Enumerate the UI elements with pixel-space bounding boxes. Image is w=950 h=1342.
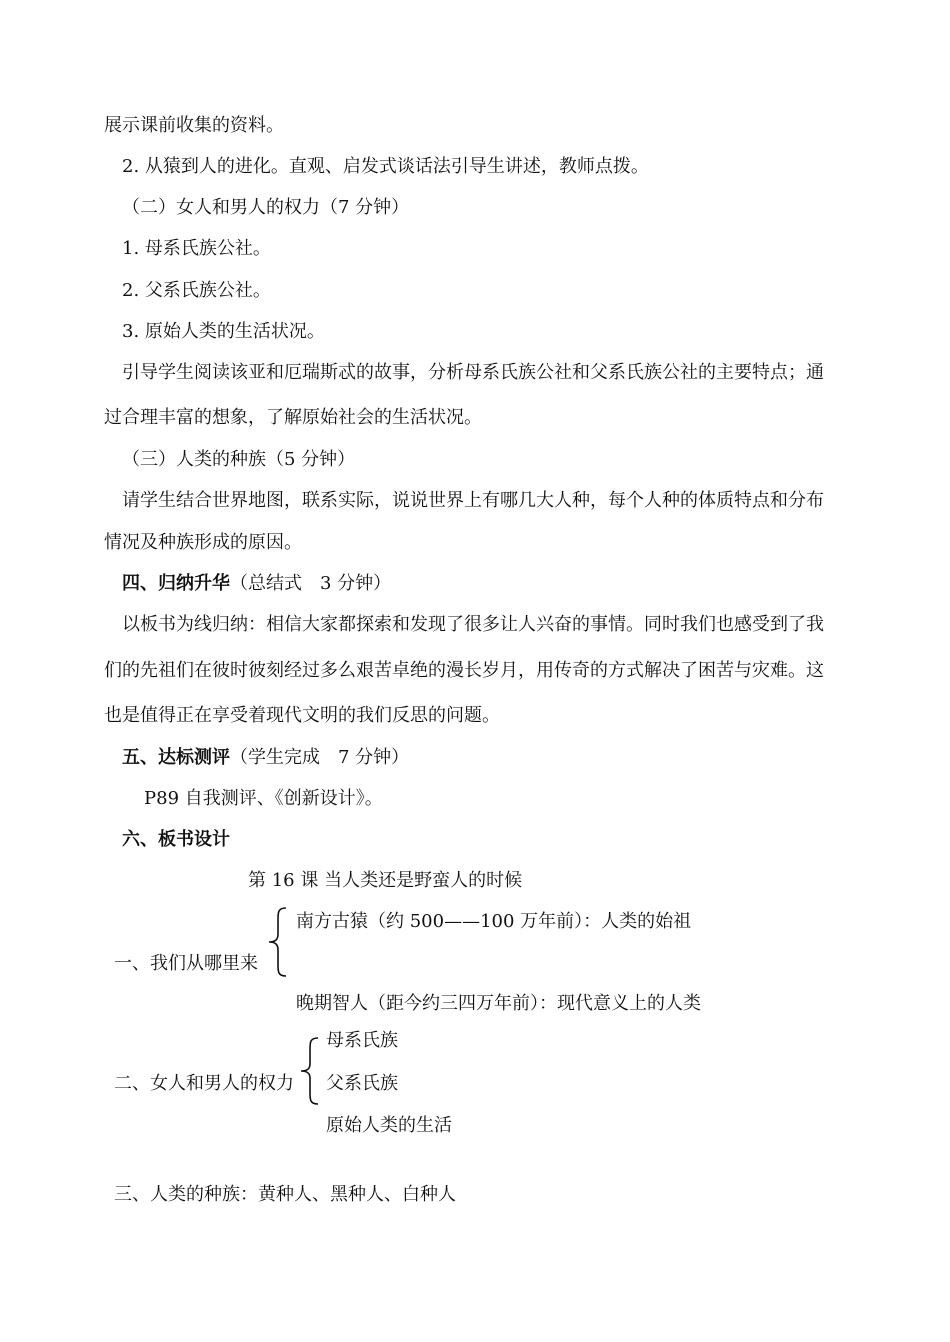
board-item-label: 一、我们从哪里来 — [114, 953, 258, 974]
board-branch: 原始人类的生活 — [326, 1115, 452, 1136]
board-title: 第 16 课 当人类还是野蛮人的时候 — [248, 870, 523, 891]
text-line: 们的先祖们在彼时彼刻经过多么艰苦卓绝的漫长岁月，用传奇的方式解决了困苦与灾难。这 — [104, 660, 824, 681]
subsection-heading: （二）女人和男人的权力（7 分钟） — [122, 197, 410, 218]
text-line: 以板书为线归纳：相信大家都探索和发现了很多让人兴奋的事情。同时我们也感受到了我 — [122, 614, 824, 635]
section-4-note: （总结式 3 分钟） — [230, 573, 392, 594]
section-6-heading: 六、板书设计 — [122, 829, 230, 850]
section-5-heading: 五、达标测评 — [122, 747, 230, 768]
text-line: 2. 父系氏族公社。 — [122, 280, 271, 301]
text-line: 3. 原始人类的生活状况。 — [122, 321, 325, 342]
text-line: 2. 从猿到人的进化。直观、启发式谈话法引导生讲述，教师点拨。 — [122, 156, 649, 177]
text-line: P89 自我测评、《创新设计》。 — [144, 788, 383, 809]
subsection-heading: （三）人类的种族（5 分钟） — [122, 449, 356, 470]
text-line: 也是值得正在享受着现代文明的我们反思的问题。 — [104, 705, 500, 726]
section-4-heading: 四、归纳升华 — [122, 573, 230, 594]
board-branch: 父系氏族 — [326, 1073, 398, 1094]
text-line: 1. 母系氏族公社。 — [122, 238, 271, 259]
text-line: 过合理丰富的想象，了解原始社会的生活状况。 — [104, 407, 482, 428]
board-item-label: 二、女人和男人的权力 — [114, 1073, 294, 1094]
text-line: 引导学生阅读该亚和厄瑞斯忒的故事，分析母系氏族公社和父系氏族公社的主要特点；通 — [122, 362, 824, 383]
text-line: 情况及种族形成的原因。 — [104, 532, 302, 553]
board-branch: 南方古猿（约 500——100 万年前）：人类的始祖 — [296, 911, 692, 932]
board-branch: 晚期智人（距今约三四万年前）：现代意义上的人类 — [296, 993, 701, 1014]
brace-icon — [298, 1036, 322, 1106]
text-line: 请学生结合世界地图，联系实际，说说世界上有哪几大人种，每个人种的体质特点和分布 — [122, 490, 824, 511]
board-item-label: 三、人类的种族：黄种人、黑种人、白种人 — [114, 1184, 456, 1205]
section-5-note: （学生完成 7 分钟） — [230, 747, 410, 768]
brace-icon — [266, 906, 290, 978]
section-5 — [122, 747, 409, 769]
section-4 — [122, 573, 391, 595]
text-line: 展示课前收集的资料。 — [104, 115, 284, 136]
board-branch: 母系氏族 — [326, 1030, 398, 1051]
